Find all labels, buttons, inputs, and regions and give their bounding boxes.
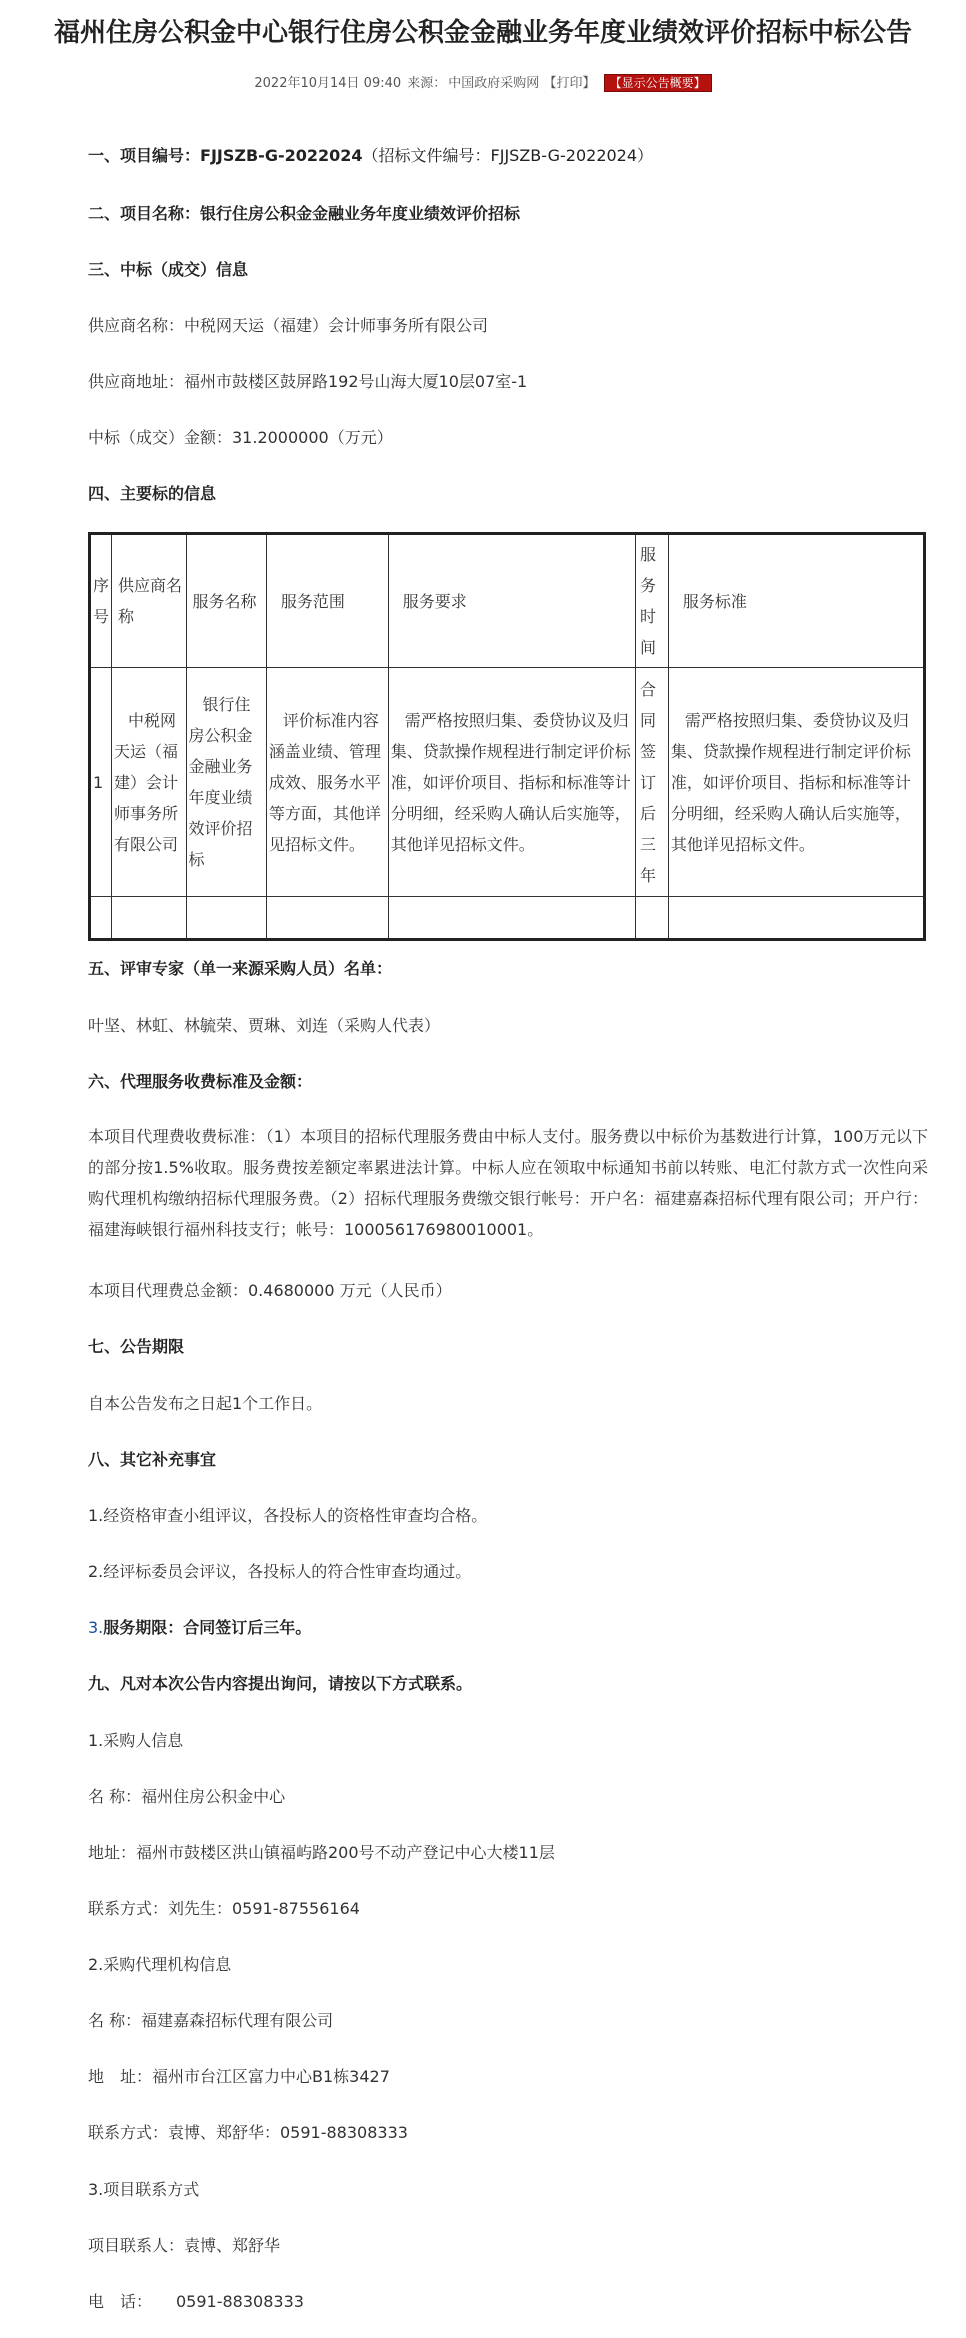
table-cell-service-time: 合同签订后三年 bbox=[636, 668, 669, 897]
purchaser-name: 名 称：福州住房公积金中心 bbox=[88, 1787, 286, 1806]
page-title: 福州住房公积金中心银行住房公积金金融业务年度业绩效评价招标中标公告 bbox=[53, 18, 912, 48]
table-empty-cell bbox=[90, 897, 112, 940]
supplier-address: 供应商地址：福州市鼓楼区鼓屏路192号山海大厦10层07室-1 bbox=[88, 372, 528, 391]
fee-total: 本项目代理费总金额：0.4680000 万元（人民币） bbox=[88, 1281, 452, 1300]
note-2: 2.经评标委员会评议，各投标人的符合性审查均通过。 bbox=[88, 1562, 472, 1581]
purchaser-info-title: 1.采购人信息 bbox=[88, 1731, 184, 1750]
project-name: 银行住房公积金金融业务年度业绩效评价招标 bbox=[200, 204, 521, 223]
project-code: FJJSZB-G-2022024 bbox=[200, 146, 363, 165]
section-agency-fee: 六、代理服务收费标准及金额： bbox=[88, 1072, 313, 1091]
note-1: 1.经资格审查小组评议，各投标人的资格性审查均合格。 bbox=[88, 1506, 488, 1525]
experts-list: 叶坚、林虹、林毓荣、贾琳、刘连（采购人代表） bbox=[88, 1016, 441, 1035]
section-main-items: 四、主要标的信息 bbox=[88, 484, 217, 503]
supplier-name: 供应商名称：中税网天运（福建）会计师事务所有限公司 bbox=[88, 316, 489, 335]
purchaser-contact: 联系方式：刘先生：0591-87556164 bbox=[88, 1899, 360, 1918]
note-3 bbox=[88, 1614, 311, 1642]
purchaser-address: 地址：福州市鼓楼区洪山镇福屿路200号不动产登记中心大楼11层 bbox=[88, 1843, 555, 1862]
main-items-table bbox=[88, 532, 926, 941]
agency-name: 名 称：福建嘉森招标代理有限公司 bbox=[88, 2011, 334, 2030]
table-header-cell: 服务范围 bbox=[266, 534, 388, 668]
source-label: 来源： bbox=[407, 76, 447, 91]
meta-bar bbox=[0, 74, 966, 94]
agency-info-title: 2.采购代理机构信息 bbox=[88, 1955, 232, 1974]
table-header-row bbox=[90, 534, 925, 668]
section-supplementary: 八、其它补充事宜 bbox=[88, 1450, 217, 1469]
table-cell-service-name: 银行住房公积金金融业务年度业绩效评价招标 bbox=[186, 668, 266, 897]
table-header-cell: 服务标准 bbox=[668, 534, 924, 668]
section-experts: 五、评审专家（单一来源采购人员）名单： bbox=[88, 959, 393, 978]
section-project-name bbox=[88, 200, 520, 228]
section-label: 二、项目名称： bbox=[88, 204, 201, 223]
section-project-code bbox=[88, 142, 653, 170]
table-empty-cell bbox=[186, 897, 266, 940]
table-cell-scope: 评价标准内容涵盖业绩、管理成效、服务水平等方面，其他详见招标文件。 bbox=[266, 668, 388, 897]
table-cell-standard: 需严格按照归集、委贷协议及归集、贷款操作规程进行制定评价标准，如评价项目、指标和标准等计分明细，经采购人确认后实施等，其他详见招标文件。 bbox=[668, 668, 924, 897]
table-cell-index: 1 bbox=[90, 668, 112, 897]
project-contact-phone: 电 话： 0591-88308333 bbox=[88, 2292, 304, 2311]
note-3-number: 3. bbox=[88, 1618, 104, 1637]
note-3-text: 服务期限：合同签订后三年。 bbox=[103, 1618, 312, 1637]
table-empty-cell bbox=[636, 897, 669, 940]
publish-datetime: 2022年10月14日 09:40 bbox=[254, 76, 402, 91]
announcement-period: 自本公告发布之日起1个工作日。 bbox=[88, 1394, 323, 1413]
award-amount: 中标（成交）金额：31.2000000（万元） bbox=[88, 428, 393, 447]
agency-address: 地 址：福州市台江区富力中心B1栋3427 bbox=[88, 2067, 390, 2086]
fee-standard: 本项目代理费收费标准：（1）本项目的招标代理服务费由中标人支付。服务费以中标价为基数进行计算，100万元以下的部分按1.5%收取。服务费按差额定率累进法计算。中标人应在领取中标通知书前以转账、电汇付款方式一次性向采购代理机构缴纳招标代理服务费。（2）招标代理服务费缴交银行帐号：开户名：福建嘉森招标代理有限公司；开户行：福建海峡银行福州科技支行；帐号：100056176980010001。 bbox=[88, 1127, 928, 1239]
table-empty-row bbox=[90, 897, 925, 940]
agency-contact: 联系方式：袁博、郑舒华：0591-88308333 bbox=[88, 2123, 408, 2142]
section-label: 一、项目编号： bbox=[88, 146, 201, 165]
print-link[interactable]: 【打印】 bbox=[543, 76, 596, 91]
table-header-cell: 服务名称 bbox=[186, 534, 266, 668]
tender-doc-code: （招标文件编号：FJJSZB-G-2022024） bbox=[362, 146, 654, 165]
show-overview-button[interactable]: 【显示公告概要】 bbox=[604, 74, 712, 92]
section-contact: 九、凡对本次公告内容提出询问，请按以下方式联系。 bbox=[88, 1674, 473, 1693]
table-header-cell: 服务时间 bbox=[636, 534, 669, 668]
project-contact-title: 3.项目联系方式 bbox=[88, 2180, 200, 2199]
table-empty-cell bbox=[112, 897, 187, 940]
table-empty-cell bbox=[266, 897, 388, 940]
source-name: 中国政府采购网 bbox=[448, 76, 540, 91]
project-contact-person: 项目联系人：袁博、郑舒华 bbox=[88, 2236, 281, 2255]
table-empty-cell bbox=[388, 897, 635, 940]
section-award-info: 三、中标（成交）信息 bbox=[88, 260, 249, 279]
table-header-cell: 供应商名称 bbox=[112, 534, 187, 668]
table-header-cell: 服务要求 bbox=[388, 534, 635, 668]
section-period: 七、公告期限 bbox=[88, 1337, 185, 1356]
table-row bbox=[90, 668, 925, 897]
table-cell-supplier: 中税网天运（福建）会计师事务所有限公司 bbox=[112, 668, 187, 897]
table-header-cell: 序号 bbox=[90, 534, 112, 668]
table-cell-requirements: 需严格按照归集、委贷协议及归集、贷款操作规程进行制定评价标准，如评价项目、指标和标准等计分明细，经采购人确认后实施等，其他详见招标文件。 bbox=[388, 668, 635, 897]
table-empty-cell bbox=[668, 897, 924, 940]
